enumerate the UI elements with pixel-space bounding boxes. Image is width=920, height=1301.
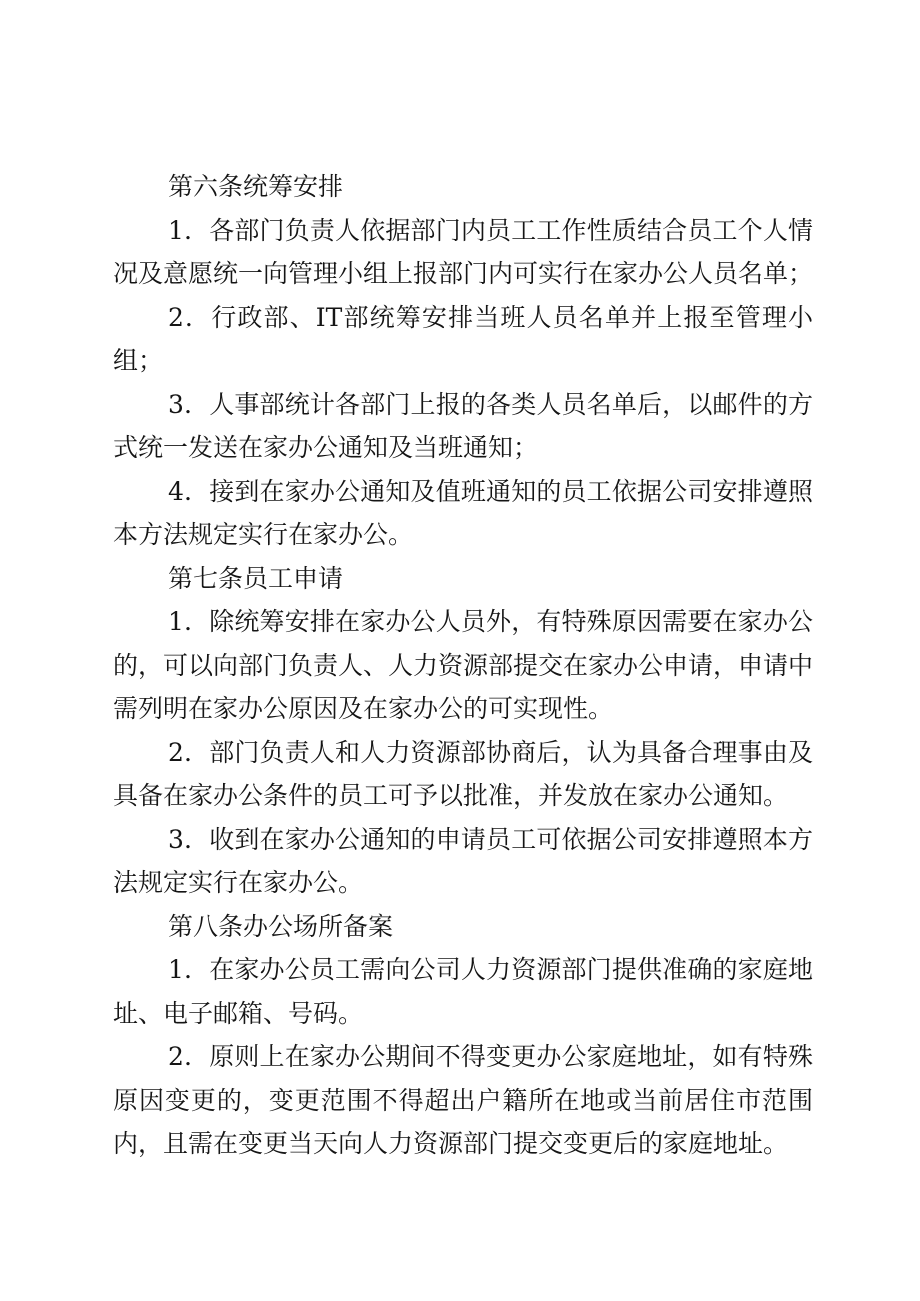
list-item: 2．行政部、IT部统筹安排当班人员名单并上报至管理小组； [113,302,813,375]
list-item: 1．在家办公员工需向公司人力资源部门提供准确的家庭地址、电子邮箱、号码。 [113,955,813,1028]
list-item: 1．除统筹安排在家办公人员外，有特殊原因需要在家办公的，可以向部门负责人、人力资源部提交在家办公申请，申请中需列明在家办公原因及在家办公的可实现性。 [113,607,814,723]
list-item: 4．接到在家办公通知及值班通知的员工依据公司安排遵照本方法规定实行在家办公。 [113,476,813,549]
document-body [113,165,813,1166]
section-heading: 第七条员工申请 [168,563,344,593]
list-item: 1．各部门负责人依据部门内员工工作性质结合员工个人情况及意愿统一向管理小组上报部门内可实行在家办公人员名单； [113,215,814,288]
section-heading: 第八条办公场所备案 [168,911,394,941]
list-item: 3．收到在家办公通知的申请员工可依据公司安排遵照本方法规定实行在家办公。 [113,824,813,897]
list-item: 3．人事部统计各部门上报的各类人员名单后，以邮件的方式统一发送在家办公通知及当班通知； [113,389,813,462]
list-item: 2．原则上在家办公期间不得变更办公家庭地址，如有特殊原因变更的，变更范围不得超出户籍所在地或当前居住市范围内，且需在变更当天向人力资源部门提交变更后的家庭地址。 [113,1042,813,1158]
list-item: 2．部门负责人和人力资源部协商后，认为具备合理事由及具备在家办公条件的员工可予以批准，并发放在家办公通知。 [113,737,813,810]
section-heading: 第六条统筹安排 [168,172,344,201]
